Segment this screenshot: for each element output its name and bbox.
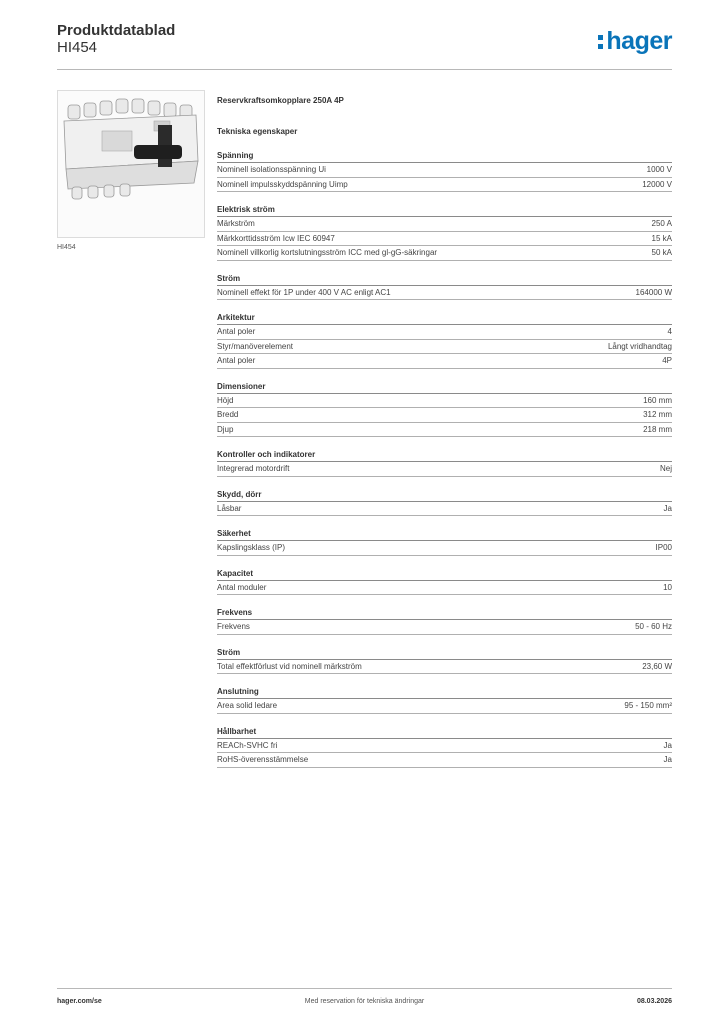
product-image (57, 90, 205, 238)
spec-label: Höjd (217, 395, 234, 405)
spec-section (217, 648, 672, 675)
spec-row (217, 581, 672, 596)
spec-value: 164000 W (635, 287, 672, 297)
spec-value: 15 kA (651, 233, 672, 243)
logo-text: hager (606, 27, 672, 55)
product-name: Reservkraftsomkopplare 250A 4P (217, 96, 344, 105)
section-title: Kontroller och indikatorer (217, 450, 672, 462)
spec-value: Ja (663, 740, 672, 750)
spec-section (217, 274, 672, 301)
footer-disclaimer: Med reservation för tekniska ändringar (304, 998, 425, 1005)
section-title: Ström (217, 274, 672, 286)
spec-section (217, 382, 672, 438)
spec-section (217, 687, 672, 714)
spec-section (217, 727, 672, 768)
logo-colon-icon (598, 29, 604, 51)
spec-value: 218 mm (643, 424, 672, 434)
spec-label: REACh-SVHC fri (217, 740, 278, 750)
spec-value: 95 - 150 mm² (624, 701, 672, 710)
spec-row (217, 217, 672, 232)
spec-value: 1000 V (646, 165, 672, 174)
spec-row (217, 340, 672, 355)
spec-heading: Tekniska egenskaper (217, 127, 298, 136)
spec-value: IP00 (655, 543, 672, 552)
section-title: Dimensioner (217, 382, 672, 394)
spec-row (217, 178, 672, 193)
spec-row (217, 423, 672, 438)
spec-label: Bredd (217, 410, 239, 419)
section-title: Frekvens (217, 608, 672, 620)
spec-label: Märkkorttidsström Icw IEC 60947 (217, 233, 335, 243)
spec-label: Nominell isolationsspänning Ui (217, 165, 326, 174)
section-title: Arkitektur (217, 313, 672, 325)
footer-date: 08.03.2026 (636, 998, 672, 1005)
section-title: Ström (217, 648, 672, 660)
spec-value: 4 (667, 327, 672, 336)
section-title: Säkerhet (217, 529, 672, 541)
spec-row (217, 394, 672, 409)
spec-label: Frekvens (217, 622, 250, 631)
spec-section (217, 450, 672, 477)
spec-row (217, 541, 672, 556)
spec-label: Antal poler (217, 356, 256, 365)
spec-label: Märkström (217, 219, 255, 228)
spec-label: Nominell impulsskyddspänning Uimp (217, 179, 348, 189)
section-title: Spänning (217, 151, 672, 163)
image-caption: HI454 (57, 244, 76, 251)
spec-value: Långt vridhandtag (607, 341, 672, 351)
spec-row (217, 502, 672, 517)
section-title: Anslutning (217, 687, 672, 699)
spec-row (217, 408, 672, 423)
spec-value: 160 mm (643, 395, 672, 405)
document-title: Produktdatablad (57, 22, 176, 39)
spec-value: 23,60 W (642, 661, 672, 671)
spec-row (217, 462, 672, 477)
spec-value: 10 (663, 582, 672, 592)
section-title: Kapacitet (217, 569, 672, 581)
spec-row (217, 660, 672, 675)
spec-row (217, 286, 672, 301)
spec-label: RoHS-överensstämmelse (217, 755, 309, 764)
spec-section (217, 529, 672, 556)
spec-section (217, 608, 672, 635)
spec-row (217, 246, 672, 261)
spec-value: 250 A (651, 219, 672, 228)
switch-illustration-icon (58, 91, 204, 237)
spec-value: Ja (663, 503, 672, 513)
spec-label: Total effektförlust vid nominell märkström (217, 661, 362, 671)
spec-value: 50 - 60 Hz (635, 622, 672, 631)
section-title: Skydd, dörr (217, 490, 672, 502)
spec-label: Antal poler (217, 327, 256, 336)
spec-label: Nominell villkorlig kortslutningsström ICC med gl-gG-säkringar (217, 248, 438, 257)
spec-label: Antal moduler (217, 582, 267, 592)
page-header (57, 21, 672, 70)
section-title: Hållbarhet (217, 727, 672, 739)
spec-row (217, 620, 672, 635)
spec-row (217, 232, 672, 247)
spec-sections (217, 151, 672, 768)
spec-value: Ja (663, 755, 672, 764)
spec-value: 312 mm (643, 410, 672, 419)
spec-row (217, 163, 672, 178)
spec-row (217, 325, 672, 340)
spec-label: Integrerad motordrift (217, 464, 290, 473)
spec-value: Nej (659, 464, 672, 473)
hager-logo (598, 27, 672, 55)
spec-value: 12000 V (642, 179, 672, 189)
spec-section (217, 569, 672, 596)
spec-row (217, 354, 672, 369)
spec-row (217, 739, 672, 754)
spec-section (217, 151, 672, 192)
datasheet-content (217, 96, 672, 768)
spec-row (217, 699, 672, 714)
footer-website: hager.com/se (57, 998, 102, 1005)
spec-label: Styr/manöverelement (217, 341, 294, 351)
spec-value: 4P (662, 356, 672, 365)
page-footer (57, 988, 672, 1009)
spec-label: Djup (217, 424, 234, 434)
spec-value: 50 kA (651, 248, 672, 257)
spec-section (217, 490, 672, 517)
section-title: Elektrisk ström (217, 205, 672, 217)
product-code: HI454 (57, 39, 98, 56)
spec-label: Kapslingsklass (IP) (217, 543, 286, 552)
spec-label: Area solid ledare (217, 701, 278, 710)
spec-label: Nominell effekt för 1P under 400 V AC enligt AC1 (217, 287, 391, 297)
spec-label: Låsbar (217, 503, 242, 513)
spec-section (217, 313, 672, 369)
spec-section (217, 205, 672, 261)
spec-row (217, 753, 672, 768)
